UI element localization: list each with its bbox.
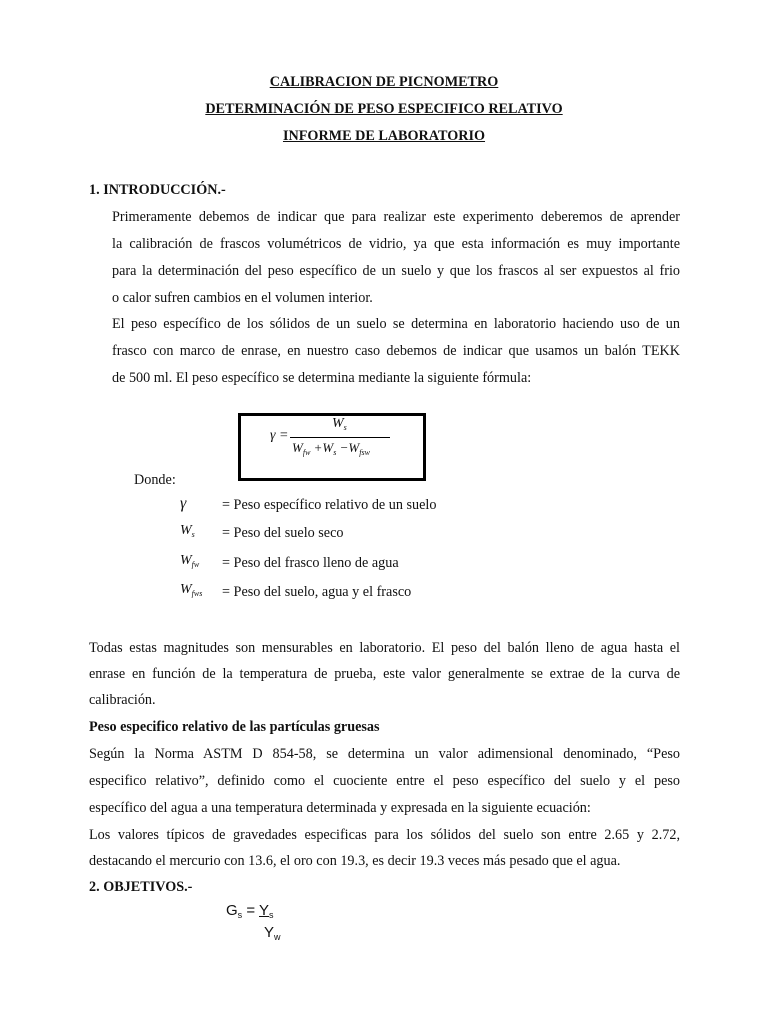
intro-line-1: Primeramente debemos de indicar que para realizar este experimento deberemos de aprender <box>112 209 680 225</box>
astm-line-2: especifico relativo”, definido como el cuociente entre el peso específico del suelo y el peso <box>89 773 680 789</box>
def-text-wfws: = Peso del suelo, agua y el frasco <box>222 584 412 600</box>
section-2-heading: 2. OBJETIVOS.- <box>89 879 193 895</box>
formula-numerator: $W_s$ <box>332 416 347 432</box>
def-text-wfw: = Peso del frasco lleno de agua <box>222 555 399 571</box>
def-symbol-gamma: γ <box>180 495 187 512</box>
title-informe: INFORME DE LABORATORIO <box>282 128 486 144</box>
donde-label: Donde: <box>134 472 176 488</box>
def-symbol-wfws: $W_{fws}$ <box>180 582 203 598</box>
def-text-gamma: = Peso específico relativo de un suelo <box>222 497 437 513</box>
astm-line-1: Según la Norma ASTM D 854-58, se determina un valor adimensional denominado, “Peso <box>89 746 680 762</box>
gs-formula-numerator: $Y_s$ <box>259 902 274 920</box>
intro-line-6: frasco con marco de enrase, en nuestro caso debemos de indicar que usamos un balón TEKK <box>112 343 680 359</box>
subheading-peso-especifico: Peso especifico relativo de las partículas gruesas <box>89 719 380 735</box>
section-1-heading: 1. INTRODUCCIÓN.- <box>89 182 226 198</box>
intro-line-2: la calibración de frascos volumétricos de vidrio, ya que esta información es muy importante <box>112 236 680 252</box>
astm-line-5: destacando el mercurio con 13.6, el oro con 19.3, es decir 19.3 veces más pesado que el agua. <box>89 853 621 869</box>
intro-line-5: El peso específico de los sólidos de un suelo se determina en laboratorio haciendo uso de un <box>112 316 680 332</box>
magnitudes-line-3: calibración. <box>89 692 156 708</box>
magnitudes-line-1: Todas estas magnitudes son mensurables en laboratorio. El peso del balón lleno de agua hasta el <box>89 640 680 656</box>
gs-formula-lhs: $G_s = Y_s$ <box>226 902 274 920</box>
formula-fraction-bar <box>290 437 390 438</box>
astm-line-3: específico del agua a una temperatura determinada y expresada en la siguiente ecuación: <box>89 800 591 816</box>
intro-line-7: de 500 ml. El peso específico se determina mediante la siguiente fórmula: <box>112 370 532 386</box>
astm-line-4: Los valores típicos de gravedades especificas para los sólidos del suelo son entre 2.65 y 2.72, <box>89 827 680 843</box>
def-symbol-wfw: $W_{fw}$ <box>180 553 200 569</box>
magnitudes-line-2: enrase en función de la temperatura de prueba, este valor generalmente se extrae de la curva de <box>89 666 680 682</box>
gs-formula-denominator: $Y_w$ <box>264 924 281 942</box>
formula-gamma: γ = <box>270 428 289 443</box>
formula-denominator: $W_{fw} +W_s -W_{fsw}$ <box>292 440 370 457</box>
intro-line-3: para la determinación del peso específico de un suelo y que los frascos al ser expuestos al frio <box>112 263 680 279</box>
def-symbol-ws: $W_s$ <box>180 523 195 539</box>
title-calibracion: CALIBRACION DE PICNOMETRO <box>269 74 499 90</box>
title-determinacion: DETERMINACIÓN DE PESO ESPECIFICO RELATIVO <box>205 101 563 117</box>
intro-line-4: o calor sufren cambios en el volumen interior. <box>112 290 373 306</box>
def-text-ws: = Peso del suelo seco <box>222 525 344 541</box>
